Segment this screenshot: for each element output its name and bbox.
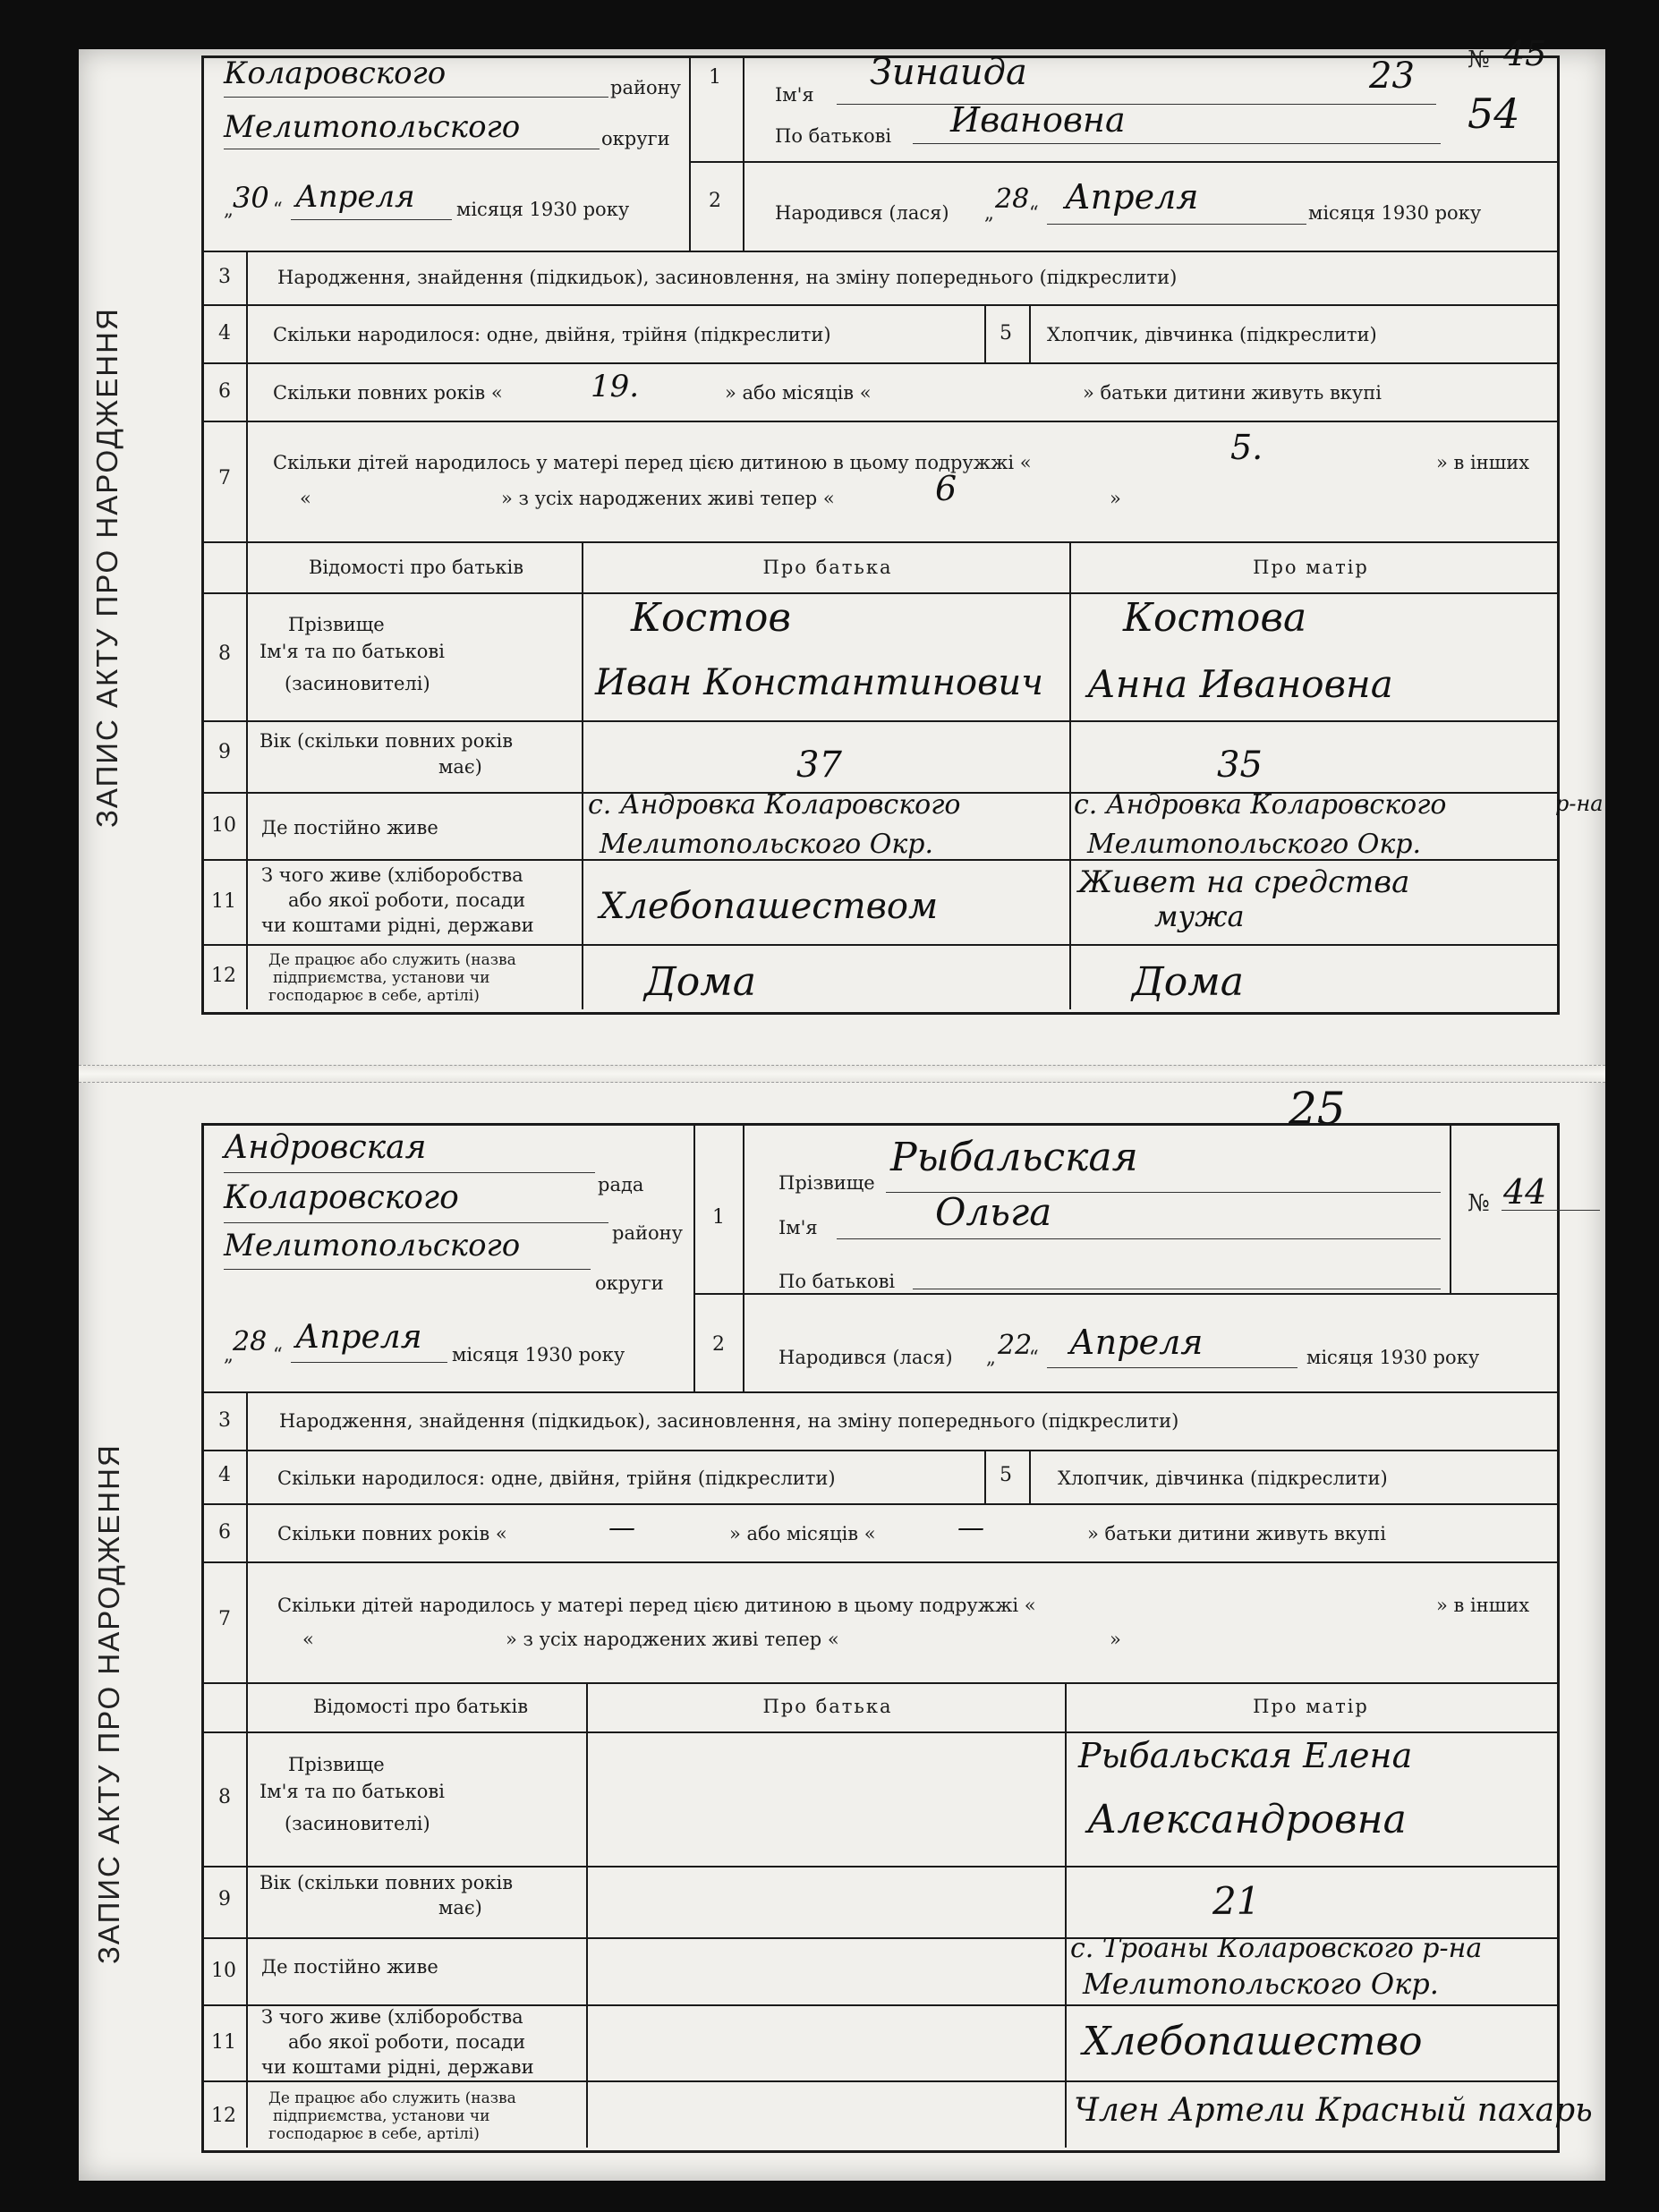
- label-row5: Хлопчик, дівчинка (підкреслити): [1058, 1468, 1388, 1489]
- record-2-rada: Андровская: [224, 1129, 427, 1166]
- label-row5: Хлопчик, дівчинка (підкреслити): [1047, 324, 1377, 345]
- label-no: №: [1468, 1190, 1490, 1217]
- record-2-months-together: —: [957, 1512, 984, 1544]
- label-r11b: або якої роботи, посади: [288, 889, 526, 911]
- label-rayon: району: [612, 1222, 683, 1244]
- record-1-number-extra: 54: [1468, 89, 1520, 138]
- label-r8c: (засиновителі): [285, 673, 430, 694]
- label-r11a: З чого живе (хліборобства: [261, 2006, 523, 2028]
- label-row7d: » з усіх народжених живі тепер «: [501, 488, 835, 509]
- label-okrugy: округи: [601, 128, 670, 149]
- row-number: 9: [218, 1888, 231, 1910]
- record-1-mother-work: Дома: [1132, 959, 1244, 1005]
- record-1-years-together: 19.: [591, 369, 640, 404]
- label-row6b: » або місяців «: [729, 1523, 876, 1544]
- label-row7a: Скільки дітей народилось у матері перед цією дитиною в цьому подружжі «: [273, 452, 1032, 473]
- record-1-father-age: 37: [796, 744, 842, 786]
- row-number: 6: [218, 380, 231, 403]
- record-2-reg-month: Апреля: [295, 1319, 422, 1356]
- label-rada: рада: [598, 1174, 644, 1195]
- label-okrugy: округи: [595, 1272, 664, 1294]
- record-2-mother-work: Член Артели Красный пахарь: [1074, 2092, 1593, 2129]
- row-number: 4: [218, 1464, 231, 1486]
- record-2-okrug: Мелитопольского: [224, 1228, 521, 1263]
- row-number: 9: [218, 741, 231, 763]
- label-row7a: Скільки дітей народилось у матері перед цією дитиною в цьому подружжі «: [277, 1595, 1036, 1616]
- col-info-header: Відомості про батьків: [308, 557, 524, 578]
- record-1-mother-surname: Костова: [1123, 595, 1307, 641]
- label-row3: Народження, знайдення (підкидьок), засиновлення, на зміну попереднього (підкреслити): [279, 1410, 1179, 1432]
- row-number: 4: [218, 322, 231, 345]
- label-imya: Ім'я: [775, 84, 814, 106]
- row-number: 1: [709, 66, 721, 89]
- row-number: 3: [218, 1409, 231, 1432]
- row-number: 8: [218, 642, 231, 665]
- label-row6c: » батьки дитини живуть вкупі: [1083, 382, 1382, 404]
- label-r12a: Де працює або служить (назва: [268, 951, 516, 969]
- row-number: 11: [211, 2031, 236, 2054]
- record-2-child-surname: Рыбальская: [890, 1135, 1138, 1180]
- record-2-rayon: Коларовского: [224, 1179, 459, 1216]
- record-1-child-name: Зинаида: [870, 52, 1027, 93]
- row-number: 12: [211, 2105, 236, 2127]
- label-r11a: З чого живе (хліборобства: [261, 864, 523, 886]
- record-2-years-together: —: [608, 1512, 635, 1544]
- record-2-mother-residence-1: с. Троаны Коларовского р-на: [1070, 1933, 1483, 1964]
- label-month-year: місяця 1930 року: [1306, 1347, 1480, 1368]
- label-row7b: » в інших: [1436, 1595, 1530, 1616]
- record-2-reg-day: 28: [233, 1326, 268, 1357]
- row-number: 5: [1000, 1464, 1012, 1486]
- label-r8b: Ім'я та по батькові: [259, 641, 445, 662]
- record-1-reg-day: 30: [233, 181, 269, 215]
- label-r8c: (засиновителі): [285, 1813, 430, 1834]
- record-1-mother-residence-2: Мелитопольского Окр.: [1087, 829, 1422, 860]
- record-2-mother-name-2: Александровна: [1087, 1797, 1407, 1842]
- record-1-mother-living-2: мужа: [1154, 899, 1245, 933]
- record-2-mother-residence-2: Мелитопольского Окр.: [1083, 1967, 1439, 2001]
- row-number: 1: [712, 1206, 725, 1229]
- label-row3: Народження, знайдення (підкидьок), засиновлення, на зміну попереднього (підкреслити): [277, 267, 1178, 288]
- record-1-okrug: Мелитопольского: [224, 109, 521, 145]
- label-row7e: »: [1110, 1629, 1121, 1650]
- record-2-birth-day: 22: [998, 1330, 1033, 1361]
- row-number: 12: [211, 965, 236, 987]
- record-1-child-patronymic: Ивановна: [950, 100, 1126, 140]
- record-1-reg-month: Апреля: [295, 179, 415, 215]
- record-1-mother-residence-margin: р-на: [1555, 791, 1604, 816]
- label-row6a: Скільки повних років «: [277, 1523, 507, 1544]
- label-r11c: чи коштами рідні, держави: [261, 915, 534, 936]
- row-number: 10: [211, 814, 236, 837]
- record-2-birth-month: Апреля: [1069, 1323, 1204, 1362]
- record-1-mother-living-1: Живет на средства: [1078, 864, 1410, 900]
- page-number: 25: [1289, 1083, 1346, 1135]
- record-1-child-number: 23: [1369, 55, 1415, 97]
- label-r9b: має): [438, 1897, 482, 1918]
- label-r8a: Прізвище: [288, 614, 385, 635]
- row-number: 2: [709, 190, 721, 212]
- record-1-father-residence-2: Мелитопольского Окр.: [600, 829, 934, 860]
- side-title-text: ЗАПИС АКТУ ПРО НАРОДЖЕННЯ: [92, 1443, 125, 1964]
- col-mother-header: Про матір: [1253, 557, 1369, 578]
- label-r8a: Прізвище: [288, 1754, 385, 1775]
- label-row6b: » або місяців «: [725, 382, 872, 404]
- label-row7e: »: [1110, 488, 1121, 509]
- label-r11b: або якої роботи, посади: [288, 2031, 526, 2053]
- record-2-mother-age: 21: [1212, 1879, 1261, 1923]
- label-row6a: Скільки повних років «: [273, 382, 503, 404]
- label-row7d: » з усіх народжених живі тепер «: [506, 1629, 839, 1650]
- col-mother-header: Про матір: [1253, 1696, 1369, 1717]
- label-row7c: «: [302, 1629, 314, 1650]
- label-r8b: Ім'я та по батькові: [259, 1781, 445, 1802]
- label-row6c: » батьки дитини живуть вкупі: [1087, 1523, 1386, 1544]
- record-1-children-before: 5.: [1230, 428, 1263, 467]
- label-row7c: «: [300, 488, 311, 509]
- label-r12b: підприємства, установи чи: [273, 2107, 490, 2125]
- record-2-mother-living: Хлебопашество: [1083, 2019, 1423, 2064]
- col-father-header: Про батька: [762, 557, 893, 578]
- label-r9a: Вік (скільки повних років: [259, 730, 514, 752]
- record-2-child-name: Ольга: [935, 1190, 1052, 1234]
- label-month-year: місяця 1930 року: [1308, 202, 1482, 224]
- row-number: 7: [218, 1608, 231, 1630]
- label-row4: Скільки народилося: одне, двійня, трійня (підкреслити): [277, 1468, 836, 1489]
- label-r11c: чи коштами рідні, держави: [261, 2056, 534, 2078]
- record-1-children-alive: 6: [935, 469, 957, 508]
- label-po-batkovi: По батькові: [778, 1271, 896, 1292]
- col-father-header: Про батька: [762, 1696, 893, 1717]
- label-r10: Де постійно живе: [261, 817, 438, 838]
- record-1-birth-day: 28: [995, 183, 1030, 215]
- row-number: 2: [712, 1333, 725, 1356]
- label-r12c: господарює в себе, артілі): [268, 987, 480, 1005]
- col-info-header: Відомості про батьків: [312, 1696, 529, 1717]
- row-number: 10: [211, 1960, 236, 1982]
- side-title-text: ЗАПИС АКТУ ПРО НАРОДЖЕННЯ: [90, 307, 123, 828]
- record-2-mother-name-1: Рыбальская Елена: [1078, 1736, 1413, 1775]
- row-number: 6: [218, 1521, 231, 1544]
- record-1-birth-month: Апреля: [1065, 177, 1199, 217]
- row-number: 3: [218, 266, 231, 288]
- record-1-number: 45: [1503, 34, 1547, 73]
- label-no: №: [1468, 47, 1490, 73]
- label-r10: Де постійно живе: [261, 1956, 438, 1978]
- record-1-rayon: Коларовского: [224, 55, 447, 91]
- label-r12c: господарює в себе, артілі): [268, 2125, 480, 2143]
- label-r12b: підприємства, установи чи: [273, 969, 490, 987]
- label-r9b: має): [438, 756, 482, 778]
- record-1-mother-name: Анна Ивановна: [1087, 662, 1393, 706]
- label-month-year: місяця 1930 року: [456, 199, 630, 220]
- record-1-father-work: Дома: [644, 959, 756, 1005]
- label-r9a: Вік (скільки повних років: [259, 1872, 514, 1893]
- perforation-line: [79, 1065, 1605, 1083]
- label-month-year: місяця 1930 року: [452, 1344, 625, 1365]
- record-1-mother-age: 35: [1217, 744, 1263, 786]
- label-imya: Ім'я: [778, 1217, 818, 1238]
- record-1-father-surname: Костов: [631, 595, 792, 641]
- record-2-number: 44: [1503, 1172, 1547, 1212]
- row-number: 7: [218, 467, 231, 489]
- row-number: 5: [1000, 322, 1012, 345]
- record-1-father-name: Иван Константинович: [595, 662, 1044, 703]
- label-row4: Скільки народилося: одне, двійня, трійня (підкреслити): [273, 324, 831, 345]
- label-narodyvsya: Народився (лася): [775, 202, 949, 224]
- record-1-father-residence-1: с. Андровка Коларовского: [588, 789, 961, 821]
- record-1-mother-residence-1: с. Андровка Коларовского: [1074, 789, 1447, 821]
- row-number: 8: [218, 1786, 231, 1808]
- row-number: 11: [211, 890, 236, 913]
- label-prizvyshche: Прізвище: [778, 1172, 875, 1194]
- label-po-batkovi: По батькові: [775, 125, 892, 147]
- label-narodyvsya: Народився (лася): [778, 1347, 953, 1368]
- label-r12a: Де працює або служить (назва: [268, 2089, 516, 2107]
- label-row7b: » в інших: [1436, 452, 1530, 473]
- record-1-father-living: Хлебопашеством: [600, 886, 939, 927]
- label-rayon: району: [610, 77, 681, 98]
